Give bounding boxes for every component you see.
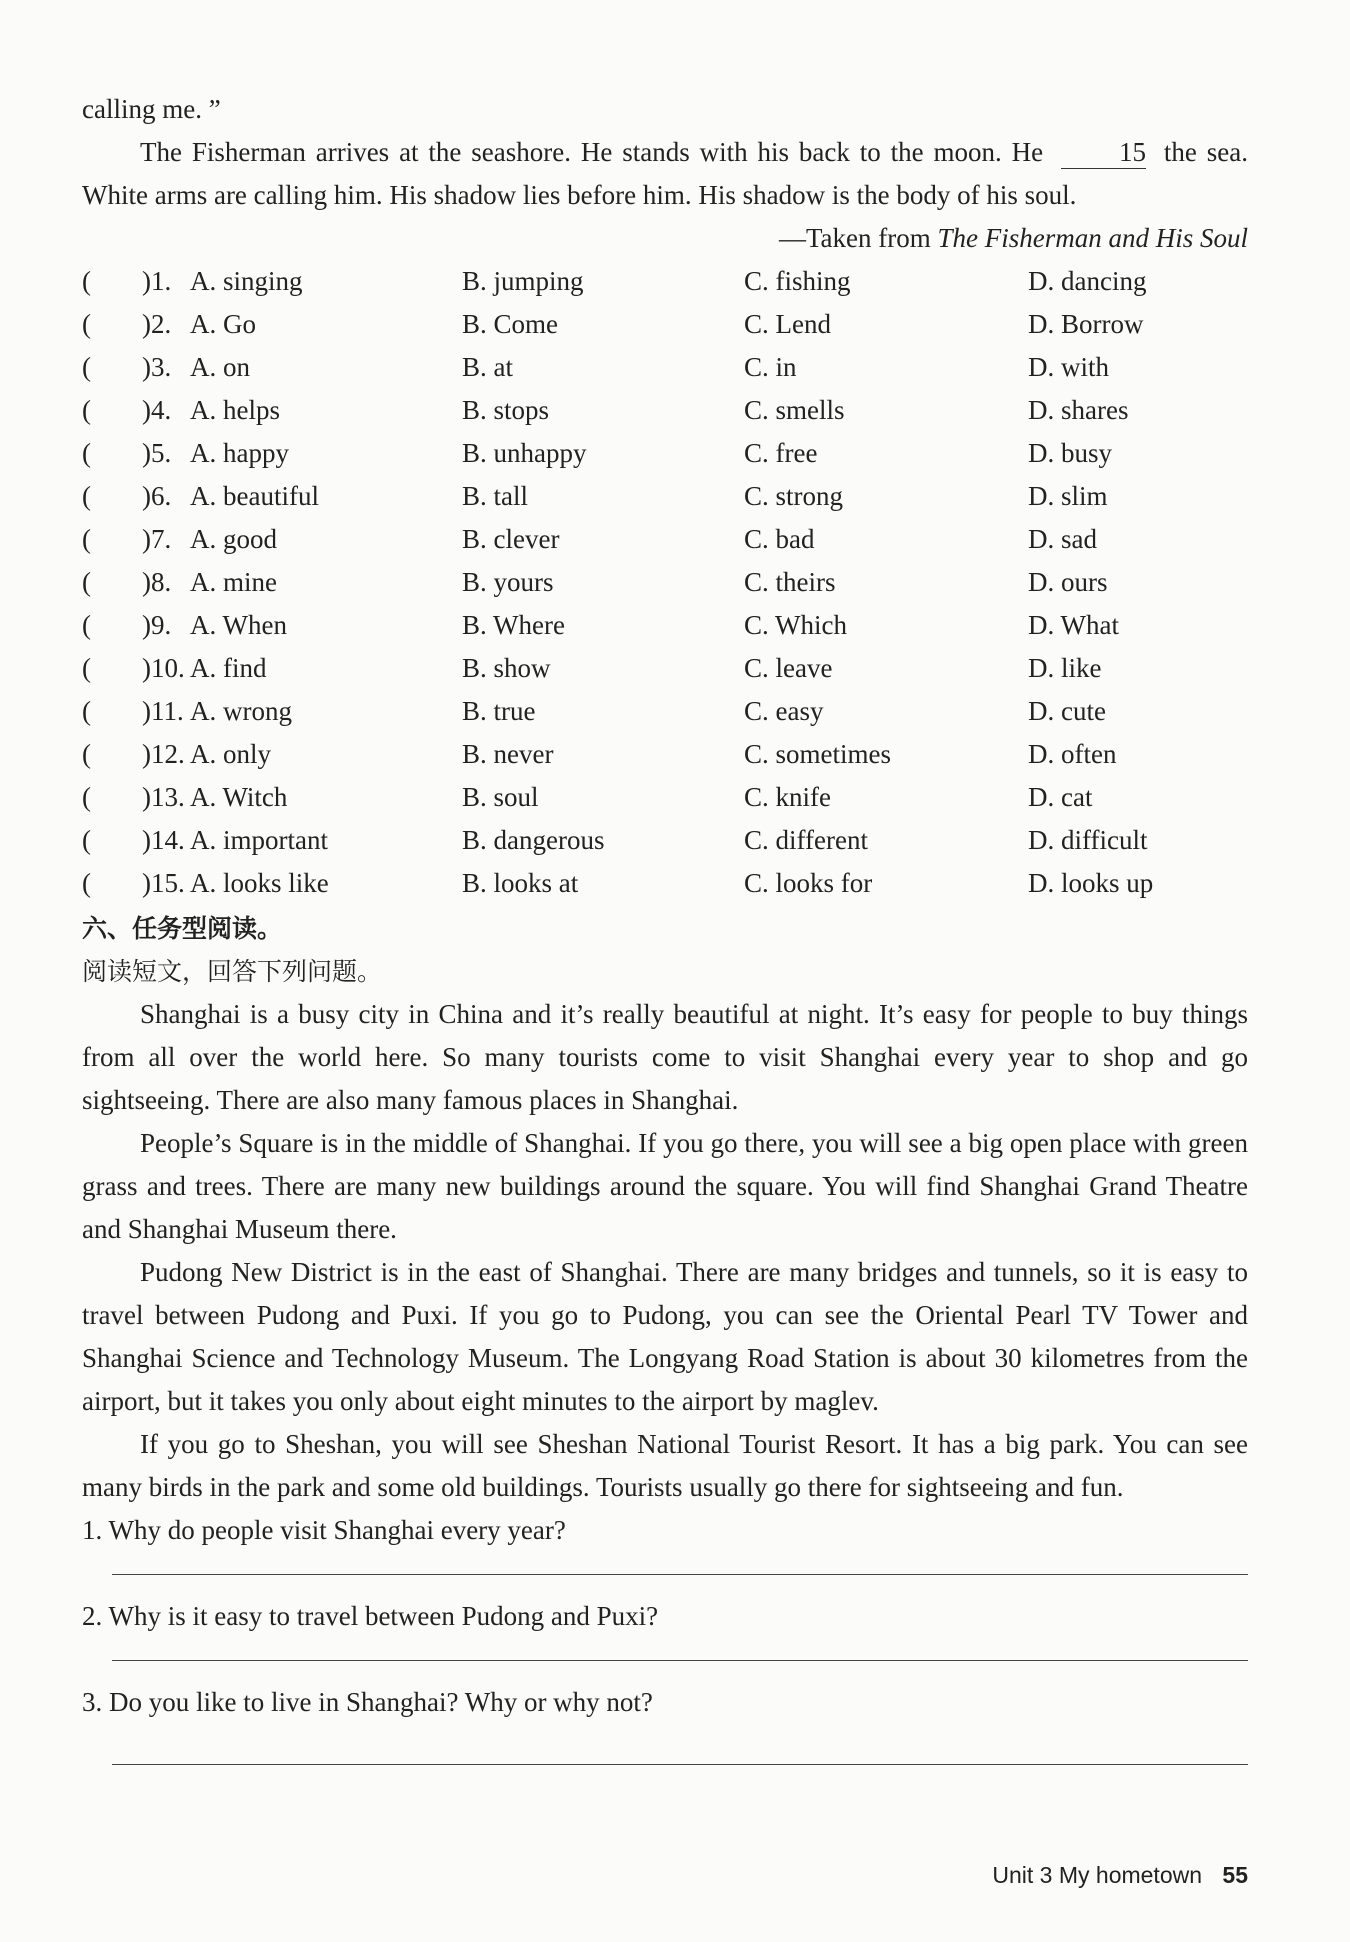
option-c: C. free [744,438,818,468]
option-b: B. dangerous [462,825,605,855]
option-a: A. wrong [190,696,292,726]
reading-paragraph: People’s Square is in the middle of Shanghai. If you go there, you will see a big open place with green grass and trees. There are many new buildings around the square. You will find Shanghai Grand Theatre and Shanghai Museum there. [82,1128,1248,1244]
question-row [82,260,1350,303]
option-b: B. show [462,653,551,683]
source-citation [82,217,1248,260]
passage-text: The Fisherman arrives at the seashore. He stands with his back to the moon. He [140,137,1044,167]
unit-title: Unit 3 My hometown [992,1862,1203,1888]
option-d: D. What [1028,610,1119,640]
option-a: A. When [190,610,287,640]
option-d: D. shares [1028,395,1129,425]
page-footer [992,1862,1248,1889]
passage-text: the sea. White arms are calling him. His shadow lies before him. His shadow is the body of his soul. [82,137,1249,210]
option-c: C. Which [744,610,847,640]
option-a: A. only [190,739,271,769]
question-number: )13. [142,782,185,812]
option-d: D. with [1028,352,1109,382]
question-row [82,819,1350,862]
answer-paren[interactable]: ( [82,567,91,597]
option-c: C. sometimes [744,739,891,769]
option-d: D. ours [1028,567,1108,597]
question-row [82,561,1350,604]
answer-paren[interactable]: ( [82,653,91,683]
question-row [82,604,1350,647]
option-c: C. Lend [744,309,831,339]
reading-paragraph: Shanghai is a busy city in China and it’s really beautiful at night. It’s easy for people to buy things from all over the world here. So many tourists come to visit Shanghai every year to shop and go sightseeing. There are also many famous places in Shanghai. [82,999,1248,1115]
option-b: B. looks at [462,868,579,898]
option-c: C. smells [744,395,845,425]
option-a: A. happy [190,438,289,468]
question-number: )3. [142,352,172,382]
answer-paren[interactable]: ( [82,696,91,726]
answer-paren[interactable]: ( [82,610,91,640]
open-question: 2. Why is it easy to travel between Pudong and Puxi? [82,1601,659,1631]
source-prefix: —Taken from [778,223,931,253]
question-row [82,733,1350,776]
answer-paren[interactable]: ( [82,825,91,855]
question-number: )11. [142,696,184,726]
option-a: A. helps [190,395,280,425]
option-b: B. soul [462,782,539,812]
question-number: )6. [142,481,172,511]
question-row [82,776,1350,819]
option-d: D. cat [1028,782,1093,812]
option-a: A. Witch [190,782,288,812]
option-d: D. often [1028,739,1117,769]
question-number: )7. [142,524,172,554]
option-a: A. singing [190,266,303,296]
answer-paren[interactable]: ( [82,352,91,382]
option-d: D. busy [1028,438,1113,468]
question-number: )12. [142,739,185,769]
question-row [82,389,1350,432]
option-d: D. sad [1028,524,1097,554]
option-d: D. slim [1028,481,1108,511]
option-a: A. good [190,524,277,554]
option-a: A. important [190,825,328,855]
answer-line[interactable] [112,1764,1248,1765]
option-d: D. cute [1028,696,1106,726]
reading-paragraph: If you go to Sheshan, you will see Sheshan National Tourist Resort. It has a big park. You can see many birds in the park and some old buildings. Tourists usually go there for sightseeing and fun. [82,1429,1248,1502]
question-row [82,475,1350,518]
page-number: 55 [1222,1862,1248,1888]
option-d: D. difficult [1028,825,1148,855]
option-b: B. clever [462,524,560,554]
option-a: A. mine [190,567,277,597]
answer-paren[interactable]: ( [82,438,91,468]
answer-paren[interactable]: ( [82,868,91,898]
option-c: C. leave [744,653,833,683]
option-c: C. knife [744,782,831,812]
answer-paren[interactable]: ( [82,524,91,554]
question-row [82,862,1350,905]
option-b: B. never [462,739,554,769]
answer-paren[interactable]: ( [82,739,91,769]
source-title: The Fisherman and His Soul [937,223,1248,253]
option-b: B. unhappy [462,438,587,468]
option-a: A. Go [190,309,256,339]
option-b: B. tall [462,481,528,511]
question-number: )15. [142,868,185,898]
question-row [82,690,1350,733]
option-a: A. looks like [190,868,329,898]
reading-paragraph: Pudong New District is in the east of Shanghai. There are many bridges and tunnels, so it is easy to travel between Pudong and Puxi. If you go to Pudong, you can see the Oriental Pearl TV Tower and Shanghai Science and Technology Museum. The Longyang Road Station is about 30 kilometres from the airport, but it takes you only about eight minutes to the airport by maglev. [82,1257,1248,1416]
answer-line[interactable] [112,1660,1248,1661]
question-row [82,346,1350,389]
answer-paren[interactable]: ( [82,309,91,339]
option-c: C. bad [744,524,815,554]
question-number: )14. [142,825,185,855]
section-instruction: 阅读短文，回答下列问题。 [82,957,383,986]
question-row [82,647,1350,690]
option-b: B. jumping [462,266,584,296]
question-row [82,432,1350,475]
option-d: D. looks up [1028,868,1154,898]
answer-paren[interactable]: ( [82,266,91,296]
question-row [82,518,1350,561]
option-c: C. different [744,825,868,855]
option-b: B. Come [462,309,559,339]
question-number: )8. [142,567,172,597]
question-row [82,303,1350,346]
question-number: )5. [142,438,172,468]
passage-paragraph [82,131,1248,217]
answer-paren[interactable]: ( [82,782,91,812]
option-c: C. strong [744,481,844,511]
question-number: )4. [142,395,172,425]
option-a: A. beautiful [190,481,319,511]
option-c: C. in [744,352,797,382]
option-b: B. at [462,352,513,382]
option-c: C. theirs [744,567,836,597]
question-number: )10. [142,653,185,683]
option-c: C. easy [744,696,824,726]
answer-paren[interactable]: ( [82,395,91,425]
option-d: D. like [1028,653,1102,683]
section-title: 六、任务型阅读。 [82,914,283,943]
option-a: A. find [190,653,267,683]
answer-line[interactable] [112,1574,1248,1575]
open-question: 3. Do you like to live in Shanghai? Why or why not? [82,1687,653,1717]
option-d: D. Borrow [1028,309,1144,339]
question-number: )1. [142,266,172,296]
option-b: B. stops [462,395,550,425]
answer-paren[interactable]: ( [82,481,91,511]
option-c: C. fishing [744,266,851,296]
question-number: )9. [142,610,172,640]
option-d: D. dancing [1028,266,1147,296]
question-number: )2. [142,309,172,339]
open-question: 1. Why do people visit Shanghai every year? [82,1515,566,1545]
answer-blank[interactable]: 15 [1061,136,1146,169]
question-list [82,260,1350,905]
option-b: B. yours [462,567,554,597]
option-a: A. on [190,352,250,382]
option-c: C. looks for [744,868,873,898]
option-b: B. Where [462,610,565,640]
passage-line: calling me. ” [82,94,221,124]
option-b: B. true [462,696,536,726]
